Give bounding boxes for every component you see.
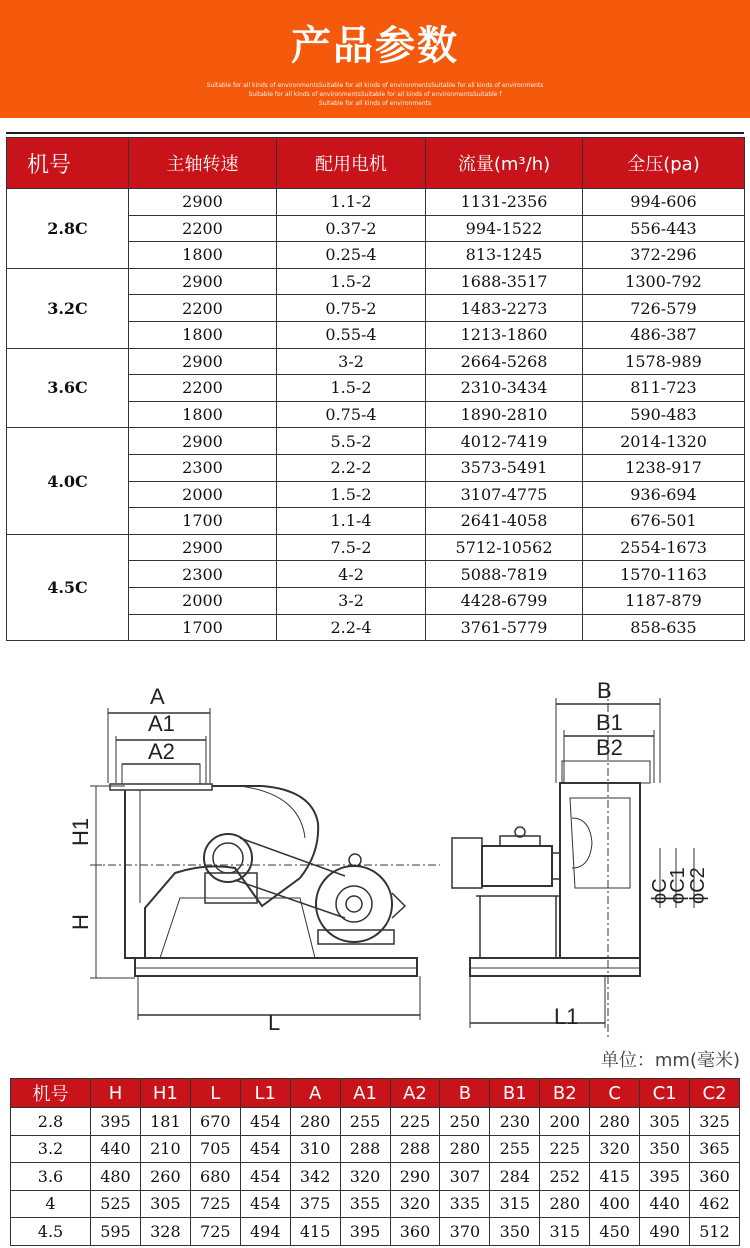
dims-header-cell: C1 xyxy=(640,1079,690,1108)
table-cell: 2014-1320 xyxy=(583,428,745,455)
table-cell: 315 xyxy=(540,1218,590,1246)
table-cell: 4.5 xyxy=(11,1218,91,1246)
table-cell: 1.1-4 xyxy=(277,508,426,535)
dim-label-L: L xyxy=(268,1010,281,1035)
table-cell: 525 xyxy=(91,1190,141,1218)
dim-label-B: B xyxy=(597,678,612,703)
table-cell: 1800 xyxy=(129,242,277,269)
table-cell: 1.5-2 xyxy=(277,268,426,295)
dim-label-H1: H1 xyxy=(68,817,93,846)
header-banner xyxy=(0,0,750,118)
table-cell: 3761-5779 xyxy=(426,614,583,641)
table-cell: 0.55-4 xyxy=(277,321,426,348)
table-cell: 280 xyxy=(590,1108,640,1136)
model-cell: 2.8C xyxy=(7,189,129,269)
table-cell: 1800 xyxy=(129,321,277,348)
header-model: 机号 xyxy=(7,138,129,189)
dims-header-cell: C2 xyxy=(690,1079,740,1108)
table-cell: 2900 xyxy=(129,348,277,375)
table-cell: 2310-3434 xyxy=(426,375,583,402)
table-cell: 252 xyxy=(540,1163,590,1191)
table-cell: 230 xyxy=(490,1108,540,1136)
table-row xyxy=(7,348,745,375)
header-pressure: 全压(pa) xyxy=(583,138,745,189)
page-title: 产品参数 xyxy=(291,23,459,69)
dim-label-A2: A2 xyxy=(148,739,175,764)
table-cell: 1213-1860 xyxy=(426,321,583,348)
table-cell: 813-1245 xyxy=(426,242,583,269)
dim-label-A1: A1 xyxy=(148,711,175,736)
table-cell: 255 xyxy=(340,1108,390,1136)
table-cell: 355 xyxy=(340,1190,390,1218)
dimension-table xyxy=(10,1078,740,1246)
front-view xyxy=(90,708,440,1020)
dim-label-L1: L1 xyxy=(554,1004,579,1029)
header-flow: 流量(m³/h) xyxy=(426,138,583,189)
table-cell: 320 xyxy=(390,1190,440,1218)
table-cell: 395 xyxy=(91,1108,141,1136)
table-cell: 490 xyxy=(640,1218,690,1246)
table-cell: 200 xyxy=(540,1108,590,1136)
table-cell: 280 xyxy=(290,1108,340,1136)
table-cell: 512 xyxy=(690,1218,740,1246)
table-cell: 1.5-2 xyxy=(277,481,426,508)
table-cell: 486-387 xyxy=(583,321,745,348)
table-cell: 595 xyxy=(91,1218,141,1246)
table-cell: 280 xyxy=(540,1190,590,1218)
banner-subtitle-line: Suitable for all kinds of environmentsSuitable for all kinds of environmentsSuitable f xyxy=(248,91,502,98)
table-cell: 1.5-2 xyxy=(277,375,426,402)
table-cell: 2900 xyxy=(129,189,277,216)
table-cell: 1688-3517 xyxy=(426,268,583,295)
table-cell: 280 xyxy=(440,1135,490,1163)
table-cell: 250 xyxy=(440,1108,490,1136)
table-cell: 0.75-2 xyxy=(277,295,426,322)
table-cell: 2664-5268 xyxy=(426,348,583,375)
table-cell: 1300-792 xyxy=(583,268,745,295)
table-cell: 3107-4775 xyxy=(426,481,583,508)
table-cell: 725 xyxy=(190,1218,240,1246)
table-cell: 2900 xyxy=(129,428,277,455)
table-cell: 454 xyxy=(240,1163,290,1191)
table-cell: 1238-917 xyxy=(583,454,745,481)
table-cell: 395 xyxy=(340,1218,390,1246)
table-cell: 1131-2356 xyxy=(426,189,583,216)
dims-header-cell: B xyxy=(440,1079,490,1108)
table-cell: 320 xyxy=(340,1163,390,1191)
table-cell: 1800 xyxy=(129,401,277,428)
table-cell: 1.1-2 xyxy=(277,189,426,216)
table-cell: 284 xyxy=(490,1163,540,1191)
table-cell: 290 xyxy=(390,1163,440,1191)
dims-header-cell: A1 xyxy=(340,1079,390,1108)
table-cell: 454 xyxy=(240,1190,290,1218)
table-cell: 3-2 xyxy=(277,348,426,375)
dims-header-cell: A2 xyxy=(390,1079,440,1108)
table-cell: 328 xyxy=(140,1218,190,1246)
table-cell: 705 xyxy=(190,1135,240,1163)
table-cell: 811-723 xyxy=(583,375,745,402)
table-cell: 1578-989 xyxy=(583,348,745,375)
table-cell: 360 xyxy=(390,1218,440,1246)
table-cell: 335 xyxy=(440,1190,490,1218)
dim-label-B2: B2 xyxy=(596,735,623,760)
table-cell: 1700 xyxy=(129,614,277,641)
table-cell: 2200 xyxy=(129,375,277,402)
table-cell: 5.5-2 xyxy=(277,428,426,455)
table-cell: 315 xyxy=(490,1190,540,1218)
table-cell: 3.2 xyxy=(11,1135,91,1163)
table-cell: 4012-7419 xyxy=(426,428,583,455)
model-cell: 3.6C xyxy=(7,348,129,428)
dims-header-cell: H1 xyxy=(140,1079,190,1108)
table-cell: 372-296 xyxy=(583,242,745,269)
table-cell: 0.37-2 xyxy=(277,215,426,242)
table-cell: 450 xyxy=(590,1218,640,1246)
dims-header-cell: C xyxy=(590,1079,640,1108)
table-cell: 0.25-4 xyxy=(277,242,426,269)
table-cell: 1890-2810 xyxy=(426,401,583,428)
dim-label-C1: ϕC1 xyxy=(667,867,689,904)
table-cell: 670 xyxy=(190,1108,240,1136)
table-row xyxy=(7,428,745,455)
table-cell: 494 xyxy=(240,1218,290,1246)
table-row xyxy=(11,1135,740,1163)
dim-label-H: H xyxy=(68,914,93,930)
table-cell: 210 xyxy=(140,1135,190,1163)
table-row xyxy=(7,268,745,295)
table-cell: 454 xyxy=(240,1135,290,1163)
table-cell: 400 xyxy=(590,1190,640,1218)
table-cell: 370 xyxy=(440,1218,490,1246)
table-cell: 680 xyxy=(190,1163,240,1191)
table-cell: 2900 xyxy=(129,268,277,295)
dims-header-cell: B2 xyxy=(540,1079,590,1108)
model-cell: 4.5C xyxy=(7,534,129,640)
banner-subtitle-line: Suitable for all kinds of environmentsSuitable for all kinds of environmentsSuitable for all kinds of environments xyxy=(206,82,544,89)
table-cell: 1570-1163 xyxy=(583,561,745,588)
table-cell: 7.5-2 xyxy=(277,534,426,561)
table-cell: 4428-6799 xyxy=(426,587,583,614)
table-row xyxy=(11,1218,740,1246)
table-cell: 590-483 xyxy=(583,401,745,428)
table-cell: 181 xyxy=(140,1108,190,1136)
table-cell: 858-635 xyxy=(583,614,745,641)
table-cell: 3.6 xyxy=(11,1163,91,1191)
banner-subtitle-line: Suitable for all kinds of environments xyxy=(318,100,432,107)
table-cell: 480 xyxy=(91,1163,141,1191)
table-row xyxy=(11,1108,740,1136)
dims-header-cell: B1 xyxy=(490,1079,540,1108)
table-cell: 395 xyxy=(640,1163,690,1191)
table-cell: 225 xyxy=(390,1108,440,1136)
header-speed: 主轴转速 xyxy=(129,138,277,189)
table-cell: 462 xyxy=(690,1190,740,1218)
table-cell: 225 xyxy=(540,1135,590,1163)
table-cell: 2.8 xyxy=(11,1108,91,1136)
table-cell: 255 xyxy=(490,1135,540,1163)
table-cell: 2300 xyxy=(129,454,277,481)
table-cell: 3-2 xyxy=(277,587,426,614)
divider xyxy=(6,132,744,134)
table-cell: 360 xyxy=(690,1163,740,1191)
table-cell: 2200 xyxy=(129,295,277,322)
table-cell: 2.2-4 xyxy=(277,614,426,641)
table-row xyxy=(7,534,745,561)
spec-header-row xyxy=(7,138,745,189)
table-cell: 350 xyxy=(490,1218,540,1246)
table-cell: 350 xyxy=(640,1135,690,1163)
table-cell: 1483-2273 xyxy=(426,295,583,322)
table-cell: 440 xyxy=(640,1190,690,1218)
table-cell: 1187-879 xyxy=(583,587,745,614)
fan-dimension-diagram xyxy=(0,668,750,1038)
table-cell: 260 xyxy=(140,1163,190,1191)
table-cell: 725 xyxy=(190,1190,240,1218)
table-cell: 5712-10562 xyxy=(426,534,583,561)
table-cell: 2300 xyxy=(129,561,277,588)
table-cell: 726-579 xyxy=(583,295,745,322)
dims-header-cell: 机号 xyxy=(11,1079,91,1108)
model-cell: 4.0C xyxy=(7,428,129,534)
table-cell: 454 xyxy=(240,1108,290,1136)
dims-header-row xyxy=(11,1079,740,1108)
table-cell: 5088-7819 xyxy=(426,561,583,588)
table-cell: 288 xyxy=(390,1135,440,1163)
side-view xyxy=(452,688,694,1038)
table-cell: 305 xyxy=(140,1190,190,1218)
table-row xyxy=(11,1190,740,1218)
dims-header-cell: A xyxy=(290,1079,340,1108)
table-cell: 936-694 xyxy=(583,481,745,508)
table-cell: 4-2 xyxy=(277,561,426,588)
table-cell: 2000 xyxy=(129,587,277,614)
spec-table xyxy=(6,137,745,641)
table-cell: 556-443 xyxy=(583,215,745,242)
table-cell: 375 xyxy=(290,1190,340,1218)
table-cell: 288 xyxy=(340,1135,390,1163)
dims-header-cell: H xyxy=(91,1079,141,1108)
table-cell: 320 xyxy=(590,1135,640,1163)
dim-label-C2: ϕC2 xyxy=(687,867,709,904)
table-cell: 4 xyxy=(11,1190,91,1218)
table-row xyxy=(11,1163,740,1191)
table-cell: 365 xyxy=(690,1135,740,1163)
table-cell: 415 xyxy=(590,1163,640,1191)
table-cell: 3573-5491 xyxy=(426,454,583,481)
dim-label-A: A xyxy=(150,684,165,709)
table-cell: 415 xyxy=(290,1218,340,1246)
table-row xyxy=(7,189,745,216)
table-cell: 305 xyxy=(640,1108,690,1136)
dim-label-C: ϕC xyxy=(649,878,671,904)
table-cell: 2000 xyxy=(129,481,277,508)
table-cell: 2554-1673 xyxy=(583,534,745,561)
dims-header-cell: L xyxy=(190,1079,240,1108)
table-cell: 342 xyxy=(290,1163,340,1191)
table-cell: 2.2-2 xyxy=(277,454,426,481)
unit-label: 单位：mm(毫米) xyxy=(600,1050,740,1071)
table-cell: 0.75-4 xyxy=(277,401,426,428)
table-cell: 676-501 xyxy=(583,508,745,535)
table-cell: 994-1522 xyxy=(426,215,583,242)
table-cell: 307 xyxy=(440,1163,490,1191)
dim-label-B1: B1 xyxy=(596,710,623,735)
table-cell: 310 xyxy=(290,1135,340,1163)
table-cell: 2641-4058 xyxy=(426,508,583,535)
model-cell: 3.2C xyxy=(7,268,129,348)
table-cell: 2900 xyxy=(129,534,277,561)
header-motor: 配用电机 xyxy=(277,138,426,189)
table-cell: 2200 xyxy=(129,215,277,242)
dims-header-cell: L1 xyxy=(240,1079,290,1108)
table-cell: 440 xyxy=(91,1135,141,1163)
table-cell: 325 xyxy=(690,1108,740,1136)
table-cell: 994-606 xyxy=(583,189,745,216)
table-cell: 1700 xyxy=(129,508,277,535)
